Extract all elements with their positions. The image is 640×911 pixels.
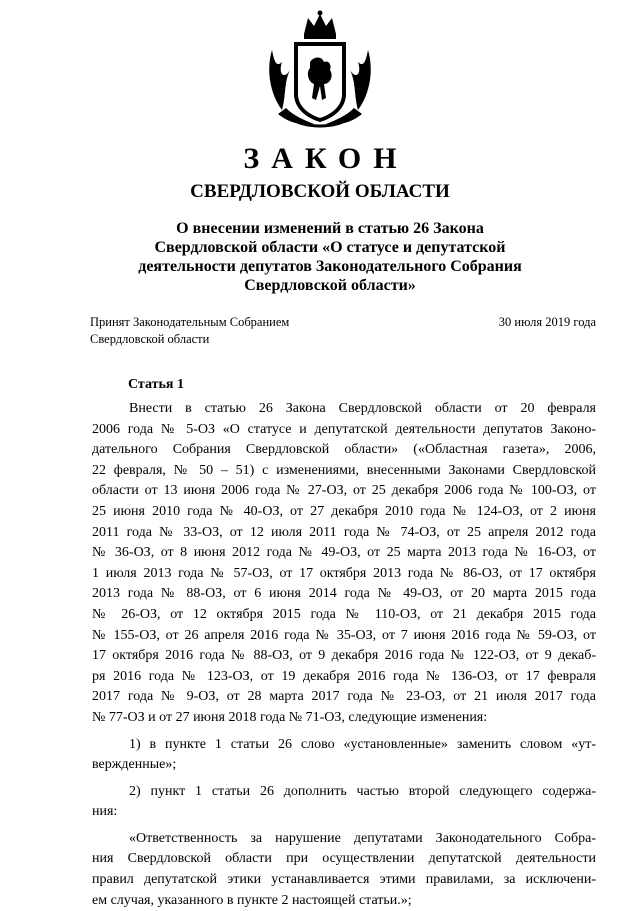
paragraph-line: дательного Собрания Свердловской области» («Областная газета», 2006, — [92, 442, 596, 458]
paragraph-line: ния: — [92, 804, 118, 820]
paragraph-line: 25 июня 2010 года № 40-ОЗ, от 27 декабря 2010 года № 124-ОЗ, от 2 июня — [92, 503, 596, 519]
article-title: Статья 1 — [128, 377, 184, 392]
paragraph-line: области от 13 июня 2006 года № 27-ОЗ, от 25 декабря 2006 года № 100-ОЗ, от — [92, 483, 596, 499]
paragraph-line: ря 2016 года № 123-ОЗ, от 19 декабря 2016 года № 136-ОЗ, от 17 февраля — [92, 668, 596, 684]
heading-line: О внесении изменений в статью 26 Закона — [176, 220, 484, 237]
paragraph-line: 2013 года № 88-ОЗ, от 6 июня 2014 года № 49-ОЗ, от 20 марта 2015 года — [92, 586, 596, 602]
article-body — [92, 399, 596, 911]
paragraph-line: Внести в статью 26 Закона Свердловской области от 20 февраля — [129, 401, 596, 416]
paragraph-line: ния Свердловской области при осуществлении депутатской деятельности — [92, 851, 596, 867]
adopted-by-line: Свердловской области — [90, 332, 210, 346]
paragraph-line: 2017 года № 9-ОЗ, от 28 марта 2017 года № 23-ОЗ, от 21 июля 2017 года — [92, 689, 596, 705]
heading-line: Свердловской области» — [244, 277, 416, 294]
region-subtitle: СВЕРДЛОВСКОЙ ОБЛАСТИ — [190, 181, 450, 202]
paragraph-line: № 155-ОЗ, от 26 апреля 2016 года № 35-ОЗ, от 7 июня 2016 года № 59-ОЗ, от — [92, 627, 596, 643]
paragraph-line: вержденные»; — [92, 757, 177, 773]
paragraph-line: 1 июля 2013 года № 57-ОЗ, от 17 октября 2013 года № 86-ОЗ, от 17 октября — [92, 565, 596, 581]
paragraph-line: 1) в пункте 1 статьи 26 слово «установленные» заменить словом «ут- — [129, 736, 596, 752]
law-title: ЗАКОН — [243, 142, 409, 175]
paragraph-line: «Ответственность за нарушение депутатами Законодательного Собра- — [129, 830, 596, 846]
adopted-by — [90, 314, 289, 348]
adopted-date: 30 июля 2019 года — [498, 315, 596, 329]
law-heading — [100, 219, 560, 295]
adopted-by-line: Принят Законодательным Собранием — [90, 315, 290, 329]
coat-of-arms-icon — [264, 10, 376, 128]
paragraph-line: ем случая, указанного в пункте 2 настоящей статьи.»; — [92, 892, 412, 908]
paragraph-line: 22 февраля, № 50 – 51) с изменениями, внесенными Законами Свердловской — [92, 462, 596, 478]
paragraph-line: № 26-ОЗ, от 12 октября 2015 года № 110-ОЗ, от 21 декабря 2015 года — [92, 606, 596, 622]
heading-line: Свердловской области «О статусе и депутатской — [154, 239, 506, 256]
paragraph-line: № 36-ОЗ, от 8 июня 2012 года № 49-ОЗ, от 25 марта 2013 года № 16-ОЗ, от — [92, 545, 596, 561]
paragraph-line: № 77-ОЗ и от 27 июня 2018 года № 71-ОЗ, следующие изменения: — [92, 709, 488, 725]
paragraph-line: 2011 года № 33-ОЗ, от 12 июля 2011 года № 74-ОЗ, от 25 апреля 2012 года — [92, 524, 596, 540]
paragraph-line: 2) пункт 1 статьи 26 дополнить частью второй следующего содержа- — [129, 783, 596, 799]
heading-line: деятельности депутатов Законодательного Собрания — [138, 258, 522, 275]
paragraph-line: 17 октября 2016 года № 88-ОЗ, от 9 декабря 2016 года № 122-ОЗ, от 9 декаб- — [92, 648, 596, 664]
paragraph-line: 2006 года № 5-ОЗ «О статусе и депутатской деятельности депутатов Законо- — [92, 421, 596, 437]
paragraph-line: правил депутатской этики устанавливается этими правилами, за исключени- — [92, 872, 596, 888]
